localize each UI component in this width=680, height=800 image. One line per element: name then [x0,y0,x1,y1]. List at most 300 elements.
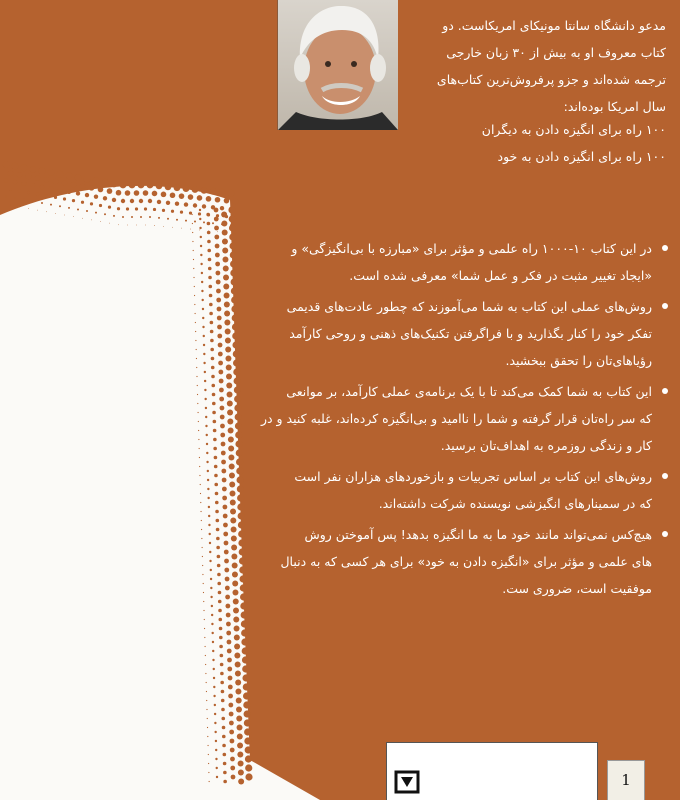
halftone-dot [245,773,252,780]
halftone-dot [204,389,206,391]
halftone-dot [221,451,226,456]
halftone-dot [206,196,212,202]
halftone-dot [207,497,209,499]
halftone-dot [100,221,101,222]
author-bio-line: مدعو دانشگاه سانتا مونیکای امریکاست. دو [442,18,666,33]
halftone-dot [201,520,202,521]
halftone-dot [217,573,221,577]
halftone-dot [229,464,235,470]
halftone-dot [162,209,165,212]
author-bio-line: سال امریکا بوده‌اند: [563,99,666,114]
halftone-dot [245,755,252,762]
halftone-dot [28,208,29,209]
halftone-dot [210,348,214,352]
halftone-dot [226,374,232,380]
halftone-dot [212,393,216,397]
halftone-dot [229,215,236,222]
halftone-dot [233,368,240,375]
halftone-dot [233,608,239,614]
bullet-text: که در سمینارهای انگیزشی نویسنده شرکت داشته‌اند. [378,496,652,511]
halftone-dot [149,216,151,218]
halftone-dot [219,379,224,384]
halftone-dot [238,521,245,528]
halftone-dot [5,195,7,197]
halftone-dot [217,231,218,232]
halftone-dot [215,749,217,751]
halftone-dot [193,259,194,260]
halftone-dot [36,193,39,196]
halftone-dot [75,174,82,181]
halftone-dot [212,650,214,652]
halftone-dot [55,213,56,214]
halftone-dot [228,428,234,434]
halftone-dot [214,731,216,733]
halftone-dot [208,524,210,526]
halftone-dot [232,563,238,569]
halftone-dot [209,303,213,307]
halftone-dot [203,344,205,346]
halftone-dot [18,189,21,192]
halftone-dot [225,577,230,582]
halftone-dot [12,163,19,170]
halftone-dot [231,278,238,285]
halftone-dot [218,370,223,375]
halftone-dot [237,734,243,740]
halftone-dot [200,254,202,256]
halftone-dot [244,737,251,744]
bullet-item [250,463,668,517]
halftone-dot [235,440,242,447]
halftone-dot [158,217,160,219]
halftone-dot [230,739,235,744]
halftone-dot [59,205,61,207]
halftone-dot [224,198,230,204]
halftone-dot [221,460,226,465]
halftone-dot [221,708,225,712]
halftone-dot [221,690,225,694]
halftone-dot [216,528,220,532]
halftone-dot [230,269,237,276]
halftone-dot [144,207,147,210]
book-titles-list [482,116,666,170]
halftone-dot [134,190,140,196]
halftone-dot [27,191,30,194]
halftone-dot [194,221,196,223]
halftone-dot [206,682,207,683]
halftone-dot [112,198,116,202]
halftone-dot [227,640,232,645]
halftone-dot [200,502,201,503]
halftone-dot [213,686,215,688]
halftone-dot [4,178,8,182]
halftone-dot [212,411,216,415]
halftone-dot [103,196,107,200]
halftone-dot [206,434,208,436]
halftone-dot [234,404,241,411]
halftone-dot [231,554,237,560]
halftone-dot [219,645,223,649]
halftone-dot [235,680,241,686]
halftone-dot [207,736,208,737]
halftone-dot [200,236,202,238]
halftone-dot [140,216,142,218]
halftone-dot [199,448,200,449]
halftone-dot [232,314,239,321]
bullet-text: که سر راه‌تان قرار گرفته و شما را ناامید و بی‌انگیزه کرده‌اند، غلبه کنید و در [260,411,652,426]
halftone-dot [175,202,179,206]
halftone-dot [211,357,215,361]
halftone-dot [208,285,212,289]
halftone-dot [35,175,41,181]
halftone-dot [210,339,214,343]
halftone-dot [234,395,241,402]
halftone-dot [9,188,12,191]
halftone-dot [196,358,197,359]
halftone-dot [224,302,230,308]
halftone-dot [214,474,218,478]
halftone-dot [245,746,252,753]
halftone-dot [67,190,71,194]
halftone-dot [66,172,73,179]
halftone-dot [230,748,235,753]
halftone-dot [223,753,227,757]
halftone-dot [212,222,214,224]
halftone-dot [228,694,233,699]
halftone-dot [227,658,232,663]
halftone-dot [224,311,230,317]
halftone-dot [207,718,208,719]
halftone-dot [232,590,238,596]
halftone-dot [226,365,232,371]
halftone-dot [93,177,100,184]
halftone-dot [81,201,84,204]
halftone-dot [31,183,35,187]
halftone-dot [64,215,65,216]
halftone-dot [220,654,224,658]
halftone-dot [217,555,221,559]
halftone-dot [80,183,86,189]
halftone-dot [221,221,227,227]
bullet-dot-icon [662,303,668,309]
halftone-dot [214,713,216,715]
halftone-dot [54,196,57,199]
halftone-dot [217,564,221,568]
halftone-dot [204,646,205,647]
halftone-dot [207,745,208,746]
halftone-dot [204,380,206,382]
halftone-dot [113,215,115,217]
halftone-dot [130,199,134,203]
halftone-dot [220,206,224,210]
halftone-dot [230,260,237,267]
halftone-dot [216,537,220,541]
halftone-dot [216,776,218,778]
halftone-dot [224,550,229,555]
halftone-dot [85,193,89,197]
halftone-dot [239,557,246,564]
halftone-dot [226,613,231,618]
halftone-dot [224,568,229,573]
halftone-dot [221,469,226,474]
halftone-dot [240,602,247,609]
halftone-dot [230,251,237,258]
halftone-dot [63,197,66,200]
halftone-dot [242,665,249,672]
halftone-dot [237,485,244,492]
halftone-dot [180,211,183,214]
halftone-dot [205,416,207,418]
halftone-dot [179,193,185,199]
halftone-dot [239,548,246,555]
halftone-dot [195,322,196,323]
halftone-dot [48,169,55,176]
halftone-dot [218,591,222,595]
halftone-dot [230,518,236,524]
halftone-dot [232,341,239,348]
halftone-dot [210,188,217,195]
bullet-text: رؤیاهای‌تان را تحقق ببخشید. [505,353,652,368]
halftone-dot [199,475,200,476]
halftone-dot [231,545,237,551]
halftone-dot [167,218,169,220]
halftone-dot [219,627,223,631]
halftone-dot [194,286,195,287]
halftone-dot [19,207,20,208]
halftone-dot [206,700,207,701]
halftone-dot [193,268,194,269]
halftone-dot [222,735,226,739]
bullet-text: در این کتاب ۱۰-۱۰۰۰ راه علمی و مؤثر برای «مبارزه با بی‌انگیزگی» و [291,241,652,256]
halftone-dot [39,168,46,175]
halftone-dot [208,772,209,773]
halftone-dot [213,447,217,451]
halftone-dot [72,199,75,202]
halftone-dot [201,187,208,194]
bullet-dot-icon [662,531,668,537]
halftone-dot [116,190,122,196]
halftone-dot [201,290,203,292]
halftone-dot [224,293,230,299]
halftone-dot [208,258,212,262]
book-title-item: ۱۰۰ راه برای انگیزه دادن به خود [497,149,666,164]
halftone-dot [210,587,212,589]
halftone-dot [210,578,212,580]
halftone-dot [206,443,208,445]
halftone-dot [244,728,251,735]
halftone-dot [218,600,222,604]
halftone-dot [215,271,220,276]
bullet-dot-icon [662,245,668,251]
halftone-dot [201,281,203,283]
halftone-dot [223,514,228,519]
halftone-dot [235,233,236,234]
halftone-dot [232,332,239,339]
halftone-dot [237,725,243,731]
halftone-dot [241,620,248,627]
halftone-dot [236,707,242,713]
halftone-dot [145,225,146,226]
halftone-dot [237,503,244,510]
halftone-dot [232,581,238,587]
halftone-dot [222,744,226,748]
halftone-dot [183,185,190,192]
bullet-text: کار و زندگی روزمره به اهداف‌تان برسید. [440,438,652,453]
bullet-dot-icon [662,388,668,394]
halftone-dot [8,170,14,176]
halftone-dot [243,701,250,708]
halftone-dot [225,604,230,609]
halftone-dot [213,438,217,442]
halftone-dot [204,637,205,638]
halftone-dot [193,250,194,251]
halftone-dot [125,190,131,196]
halftone-dot [198,212,201,215]
halftone-dot [233,350,240,357]
halftone-dot [202,556,203,557]
halftone-dot [223,275,229,281]
halftone-dot [139,199,143,203]
halftone-dot [204,398,206,400]
halftone-dot [227,649,232,654]
halftone-dot [209,312,213,316]
halftone-dot [209,560,211,562]
halftone-dot [237,476,244,483]
halftone-dot [192,214,193,215]
bullet-item [250,235,668,289]
halftone-dot [192,241,193,242]
halftone-dot [229,730,234,735]
halftone-dot [148,199,152,203]
halftone-dot [224,541,229,546]
halftone-dot [204,619,205,620]
halftone-dot [37,210,38,211]
halftone-dot [235,662,241,668]
halftone-dot [118,224,119,225]
halftone-dot [218,343,223,348]
halftone-dot [232,572,238,578]
halftone-dot [220,663,224,667]
halftone-dot [235,671,241,677]
halftone-dot [242,656,249,663]
halftone-dot [77,208,79,210]
halftone-dot [193,277,194,278]
bullet-text: این کتاب به شما کمک می‌کند تا با یک برنامه‌ی عملی کارآمد، بر موانعی [286,384,652,399]
halftone-dot [86,210,88,212]
halftone-dot [202,204,206,208]
halftone-dot [211,614,213,616]
halftone-dot [30,166,37,173]
bullet-text: هیچ‌کس نمی‌تواند مانند خود ما به ما انگیزه بدهد! پس آموختن روش [304,527,652,542]
halftone-dot [190,229,191,230]
halftone-dot [222,257,228,263]
halftone-dot [209,294,213,298]
halftone-dot [223,266,229,272]
halftone-dot [199,209,201,211]
halftone-dot [209,781,210,782]
halftone-dot [229,233,236,240]
halftone-dot [230,757,235,762]
halftone-dot [199,457,200,458]
halftone-dot [214,226,219,231]
halftone-dot [240,593,247,600]
halftone-dot [236,698,242,704]
halftone-dot [233,599,239,605]
halftone-dot [203,610,204,611]
halftone-dot [26,174,32,180]
halftone-dot [209,551,211,553]
halftone-dot [193,203,197,207]
halftone-dot [244,710,251,717]
author-photo [277,0,398,130]
halftone-dot [233,199,239,205]
halftone-dot [239,566,246,573]
author-bio-line: ترجمه شده‌اند و جزو پرفروش‌ترین کتاب‌های [436,72,666,87]
halftone-dot [71,182,77,188]
halftone-dot [231,296,238,303]
halftone-dot [218,618,222,622]
halftone-dot [95,212,97,214]
halftone-dot [207,222,211,226]
halftone-dot [206,709,207,710]
bullet-item [250,293,668,374]
halftone-dot [216,767,218,769]
halftone-dot [238,539,245,546]
halftone-dot [197,385,198,386]
halftone-dot [226,383,232,389]
halftone-dot [218,352,223,357]
halftone-dot [220,681,224,685]
halftone-dot [122,216,124,218]
halftone-dot [23,199,25,201]
halftone-dot [225,338,231,344]
halftone-dot [228,190,235,197]
halftone-dot [104,213,106,215]
halftone-dot [217,325,222,330]
halftone-dot [218,609,222,613]
halftone-dot [208,506,210,508]
halftone-dot [236,716,242,722]
halftone-dot [94,194,98,198]
halftone-dot [172,227,173,228]
halftone-dot [208,515,210,517]
halftone-dot [207,470,209,472]
halftone-dot [194,295,195,296]
halftone-dot [228,703,233,708]
halftone-dot [212,402,216,406]
halftone-dot [213,668,215,670]
halftone-dot [53,179,59,185]
halftone-dot [214,456,218,460]
halftone-dot [216,519,220,523]
halftone-dot [231,287,238,294]
book-title-item: ۱۰۰ راه برای انگیزه دادن به دیگران [481,122,666,137]
halftone-dot [214,704,216,706]
halftone-dot [233,617,239,623]
halftone-dot [207,479,209,481]
bullet-text: موفقیت است، ضروری ست. [502,581,652,596]
halftone-dot [202,574,203,575]
halftone-dot [216,289,221,294]
halftone-dot [224,559,229,564]
halftone-dot [217,582,221,586]
halftone-dot [223,780,227,784]
halftone-dot [225,586,230,591]
halftone-dot [41,202,43,204]
halftone-dot [234,644,240,650]
halftone-dot [135,207,138,210]
halftone-dot [84,176,91,183]
halftone-dot [202,326,204,328]
